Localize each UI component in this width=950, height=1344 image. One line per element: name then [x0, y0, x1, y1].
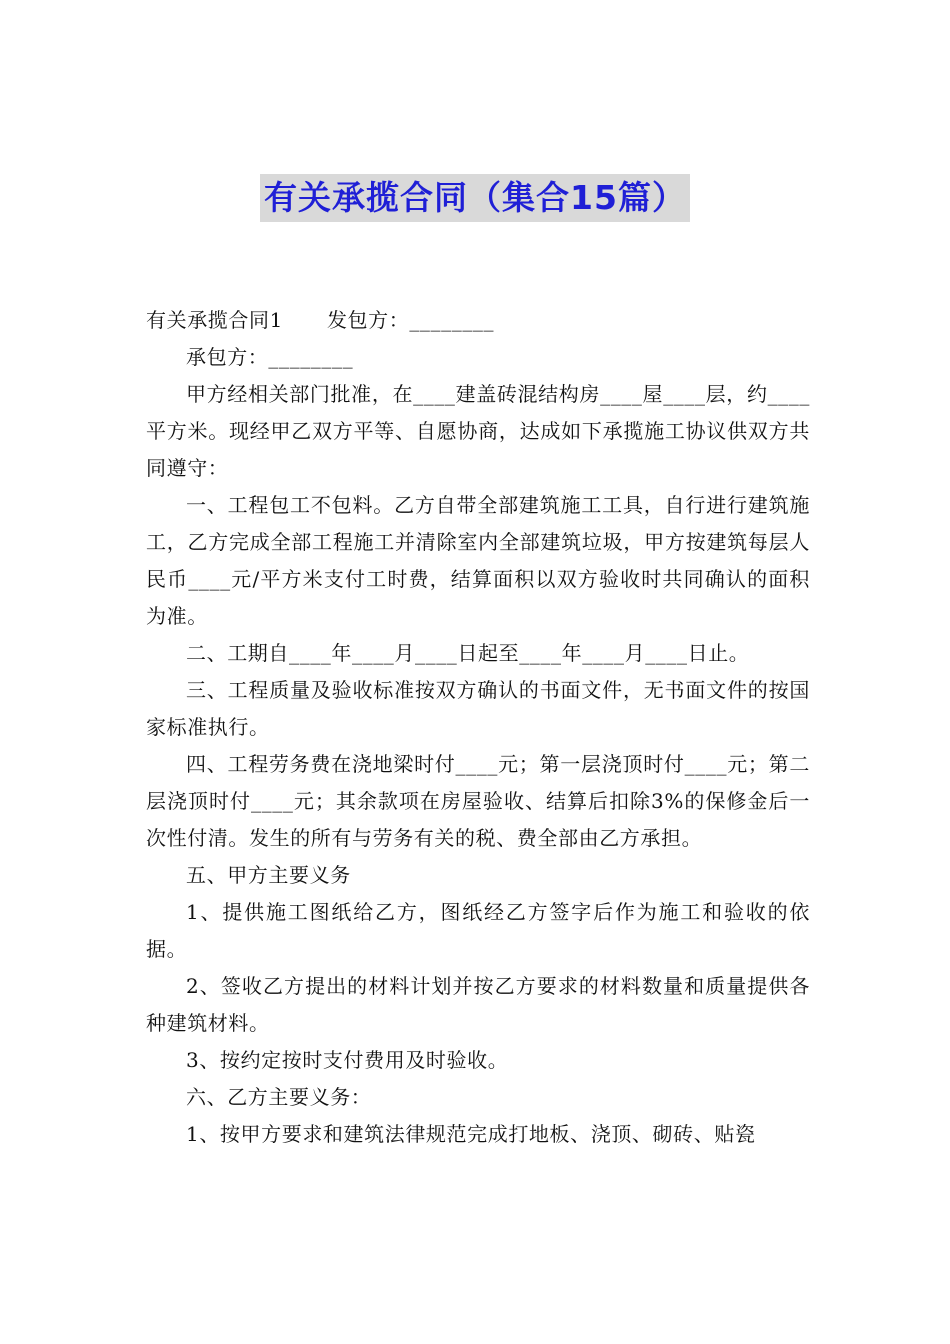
contractor-field: 承包方：________: [186, 345, 354, 369]
client-field: 发包方：________: [326, 308, 495, 332]
section-6-heading: 六、乙方主要义务：: [186, 1085, 372, 1109]
document-title: 有关承揽合同（集合15篇）: [260, 174, 690, 222]
section-6-item-1: 1、按甲方要求和建筑法律规范完成打地板、浇顶、砌砖、贴瓷: [186, 1122, 756, 1146]
section-5-item-3: 3、按约定按时支付费用及时验收。: [186, 1048, 509, 1072]
paragraph-intro: 甲方经相关部门批准，在____建盖砖混结构房____屋____层，约____平方米。现经甲乙双方平等、自愿协商，达成如下承揽施工协议供双方共同遵守：: [146, 382, 810, 480]
clause-2: 二、工期自____年____月____日起至____年____月____日止。: [186, 641, 750, 665]
clause-3: 三、工程质量及验收标准按双方确认的书面文件，无书面文件的按国家标准执行。: [146, 678, 810, 739]
section-5-item-1: 1、提供施工图纸给乙方，图纸经乙方签字后作为施工和验收的依据。: [146, 900, 810, 961]
section-5-item-2: 2、签收乙方提出的材料计划并按乙方要求的材料数量和质量提供各种建筑材料。: [146, 974, 810, 1035]
contract-number-label: 有关承揽合同1: [146, 308, 283, 332]
contract-heading-line: [146, 302, 810, 339]
clause-1: 一、工程包工不包料。乙方自带全部建筑施工工具，自行进行建筑施工，乙方完成全部工程施工并清除室内全部建筑垃圾，甲方按建筑每层人民币____元/平方米支付工时费，结算面积以双方验收时共同确认的面积为准。: [146, 493, 810, 628]
clause-4: 四、工程劳务费在浇地梁时付____元；第一层浇顶时付____元；第二层浇顶时付____元；其余款项在房屋验收、结算后扣除3%的保修金后一次性付清。发生的所有与劳务有关的税、费全部由乙方承担。: [146, 752, 810, 850]
document-body: [146, 302, 810, 1153]
title-area: [0, 174, 950, 222]
section-5-heading: 五、甲方主要义务: [186, 863, 351, 887]
